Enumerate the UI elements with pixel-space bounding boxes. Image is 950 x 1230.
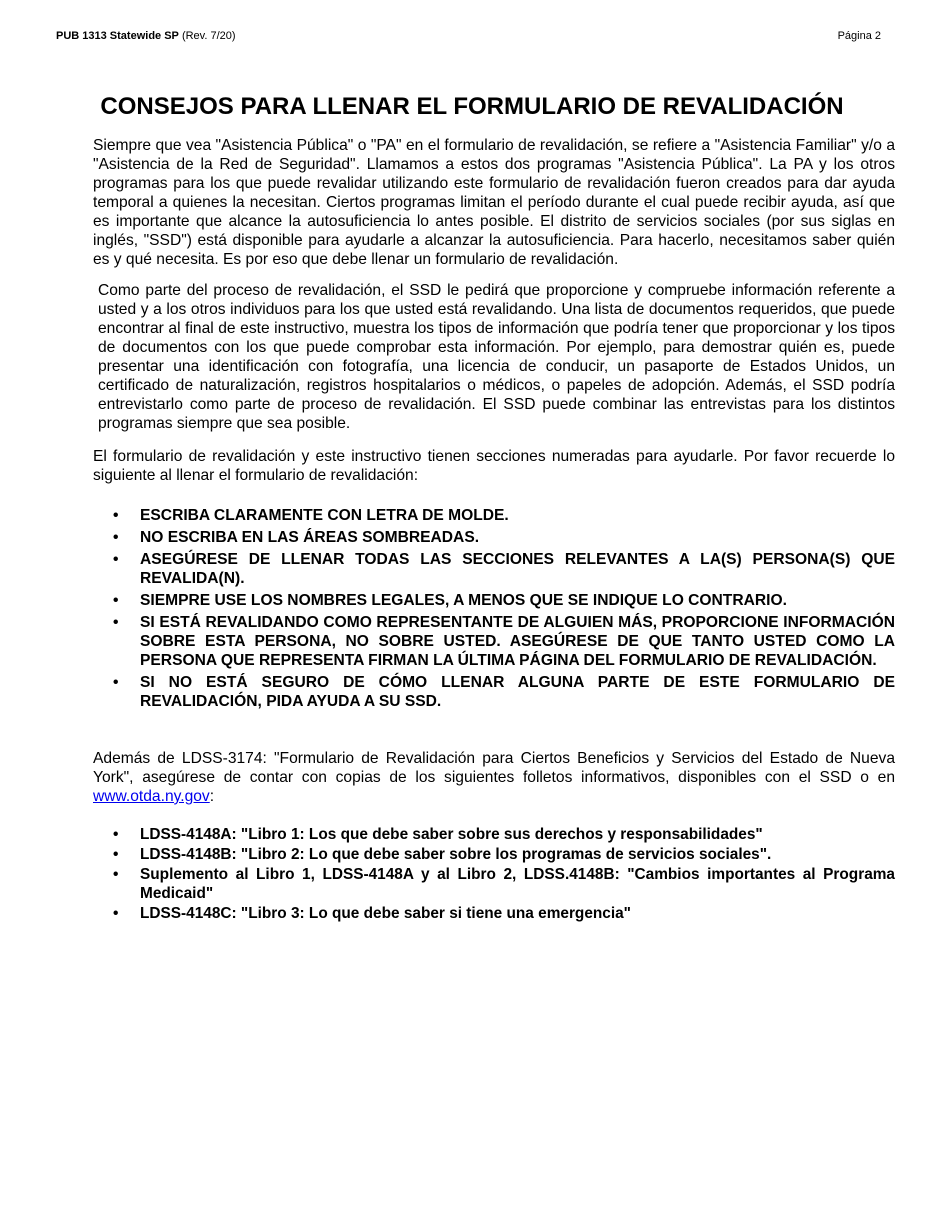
publication-id: PUB 1313 Statewide SP bbox=[56, 30, 179, 42]
sections-paragraph: El formulario de revalidación y este instructivo tienen secciones numeradas para ayudarle. Por favor recuerde lo siguiente al llenar el formulario de revalidación: bbox=[93, 448, 895, 484]
otda-website-link[interactable]: www.otda.ny.gov bbox=[93, 788, 210, 805]
revision-date: (Rev. 7/20) bbox=[181, 30, 236, 42]
bullet-icon: • bbox=[113, 826, 119, 843]
bullet-icon: • bbox=[113, 674, 119, 691]
page-header-left bbox=[56, 29, 236, 43]
list-item: • LDSS-4148A: "Libro 1: Los que debe saber sobre sus derechos y responsabilidades" bbox=[113, 826, 763, 843]
page-number: Página 2 bbox=[837, 30, 881, 42]
bullet-icon: • bbox=[113, 614, 119, 631]
list-item: • SI ESTÁ REVALIDANDO COMO REPRESENTANTE DE ALGUIEN MÁS, PROPORCIONE INFORMACIÓN SOBRE ESTA PERSONA, NO SOBRE USTED. ASEGÚRESE DE QUE TANTO USTED COMO LA PERSONA QUE REPRESENTA FIRMAN LA ÚLTIMA PÁGINA DEL FORMULARIO DE REVALIDACIÓN. bbox=[113, 614, 895, 669]
list-item: • LDSS-4148B: "Libro 2: Lo que debe saber sobre los programas de servicios sociales". bbox=[113, 846, 772, 863]
intro-paragraph: Siempre que vea "Asistencia Pública" o "PA" en el formulario de revalidación, se refiere a "Asistencia Familiar" y/o a "Asistencia de la Red de Seguridad". Llamamos a estos dos programas "Asistencia Pública". La PA y los otros programas para los que puede revalidar utilizando este formulario de revalidación fueron creados para dar ayuda temporal a quienes la necesitan. Ciertos programas limitan el período durante el cual puede recibir ayuda, así que es importante que alcance la autosuficiencia lo antes posible. El distrito de servicios sociales (por sus siglas en inglés, "SSD") está disponible para ayudarle a alcanzar la autosuficiencia. Para hacerlo, necesitamos saber quién es y qué necesita. Es por eso que debe llenar un formulario de revalidación. bbox=[93, 137, 895, 268]
bullet-icon: • bbox=[113, 846, 119, 863]
list-item: • SI NO ESTÁ SEGURO DE CÓMO LLENAR ALGUNA PARTE DE ESTE FORMULARIO DE REVALIDACIÓN, PIDA AYUDA A SU SSD. bbox=[113, 674, 895, 710]
reminders-list bbox=[113, 506, 895, 714]
bullet-icon: • bbox=[113, 551, 119, 568]
list-item: • SIEMPRE USE LOS NOMBRES LEGALES, A MENOS QUE SE INDIQUE LO CONTRARIO. bbox=[113, 592, 787, 609]
verification-paragraph: Como parte del proceso de revalidación, el SSD le pedirá que proporcione y compruebe información referente a usted y a los otros individuos para los que usted está revalidando. Una lista de documentos requeridos, que puede encontrar al final de este instructivo, muestra los tipos de información que podría tener que proporcionar y los tipos de documentos con los que puede comprobar esta información. Por ejemplo, para demostrar quién es, puede presentar una identificación con fotografía, una licencia de conducir, un pasaporte de Estados Unidos, un certificado de naturalización, registros hospitalarios o médicos, o papeles de adopción. Además, el SSD podría entrevistarlo como parte de proceso de revalidación. El SSD puede combinar las entrevistas para los distintos programas siempre que sea posible. bbox=[98, 282, 895, 432]
bullet-icon: • bbox=[113, 507, 119, 524]
bullet-icon: • bbox=[113, 592, 119, 609]
list-item: • ASEGÚRESE DE LLENAR TODAS LAS SECCIONES RELEVANTES A LA(S) PERSONA(S) QUE REVALIDA(N). bbox=[113, 551, 895, 587]
bullet-icon: • bbox=[113, 529, 119, 546]
page-title: CONSEJOS PARA LLENAR EL FORMULARIO DE REVALIDACIÓN bbox=[100, 93, 844, 120]
list-item: • ESCRIBA CLARAMENTE CON LETRA DE MOLDE. bbox=[113, 507, 509, 524]
booklets-list bbox=[113, 825, 895, 924]
list-item: • NO ESCRIBA EN LAS ÁREAS SOMBREADAS. bbox=[113, 529, 480, 546]
booklets-paragraph: Además de LDSS-3174: "Formulario de Revalidación para Ciertos Beneficios y Servicios del Estado de Nueva York", asegúrese de contar con copias de los siguientes folletos informativos, disponibles con el SSD o en www.otda.ny.gov: bbox=[93, 750, 895, 805]
bullet-icon: • bbox=[113, 905, 119, 922]
bullet-icon: • bbox=[113, 866, 119, 883]
list-item: • LDSS-4148C: "Libro 3: Lo que debe saber si tiene una emergencia" bbox=[113, 905, 631, 922]
list-item: • Suplemento al Libro 1, LDSS-4148A y al Libro 2, LDSS.4148B: "Cambios importantes al Programa Medicaid" bbox=[113, 866, 895, 902]
